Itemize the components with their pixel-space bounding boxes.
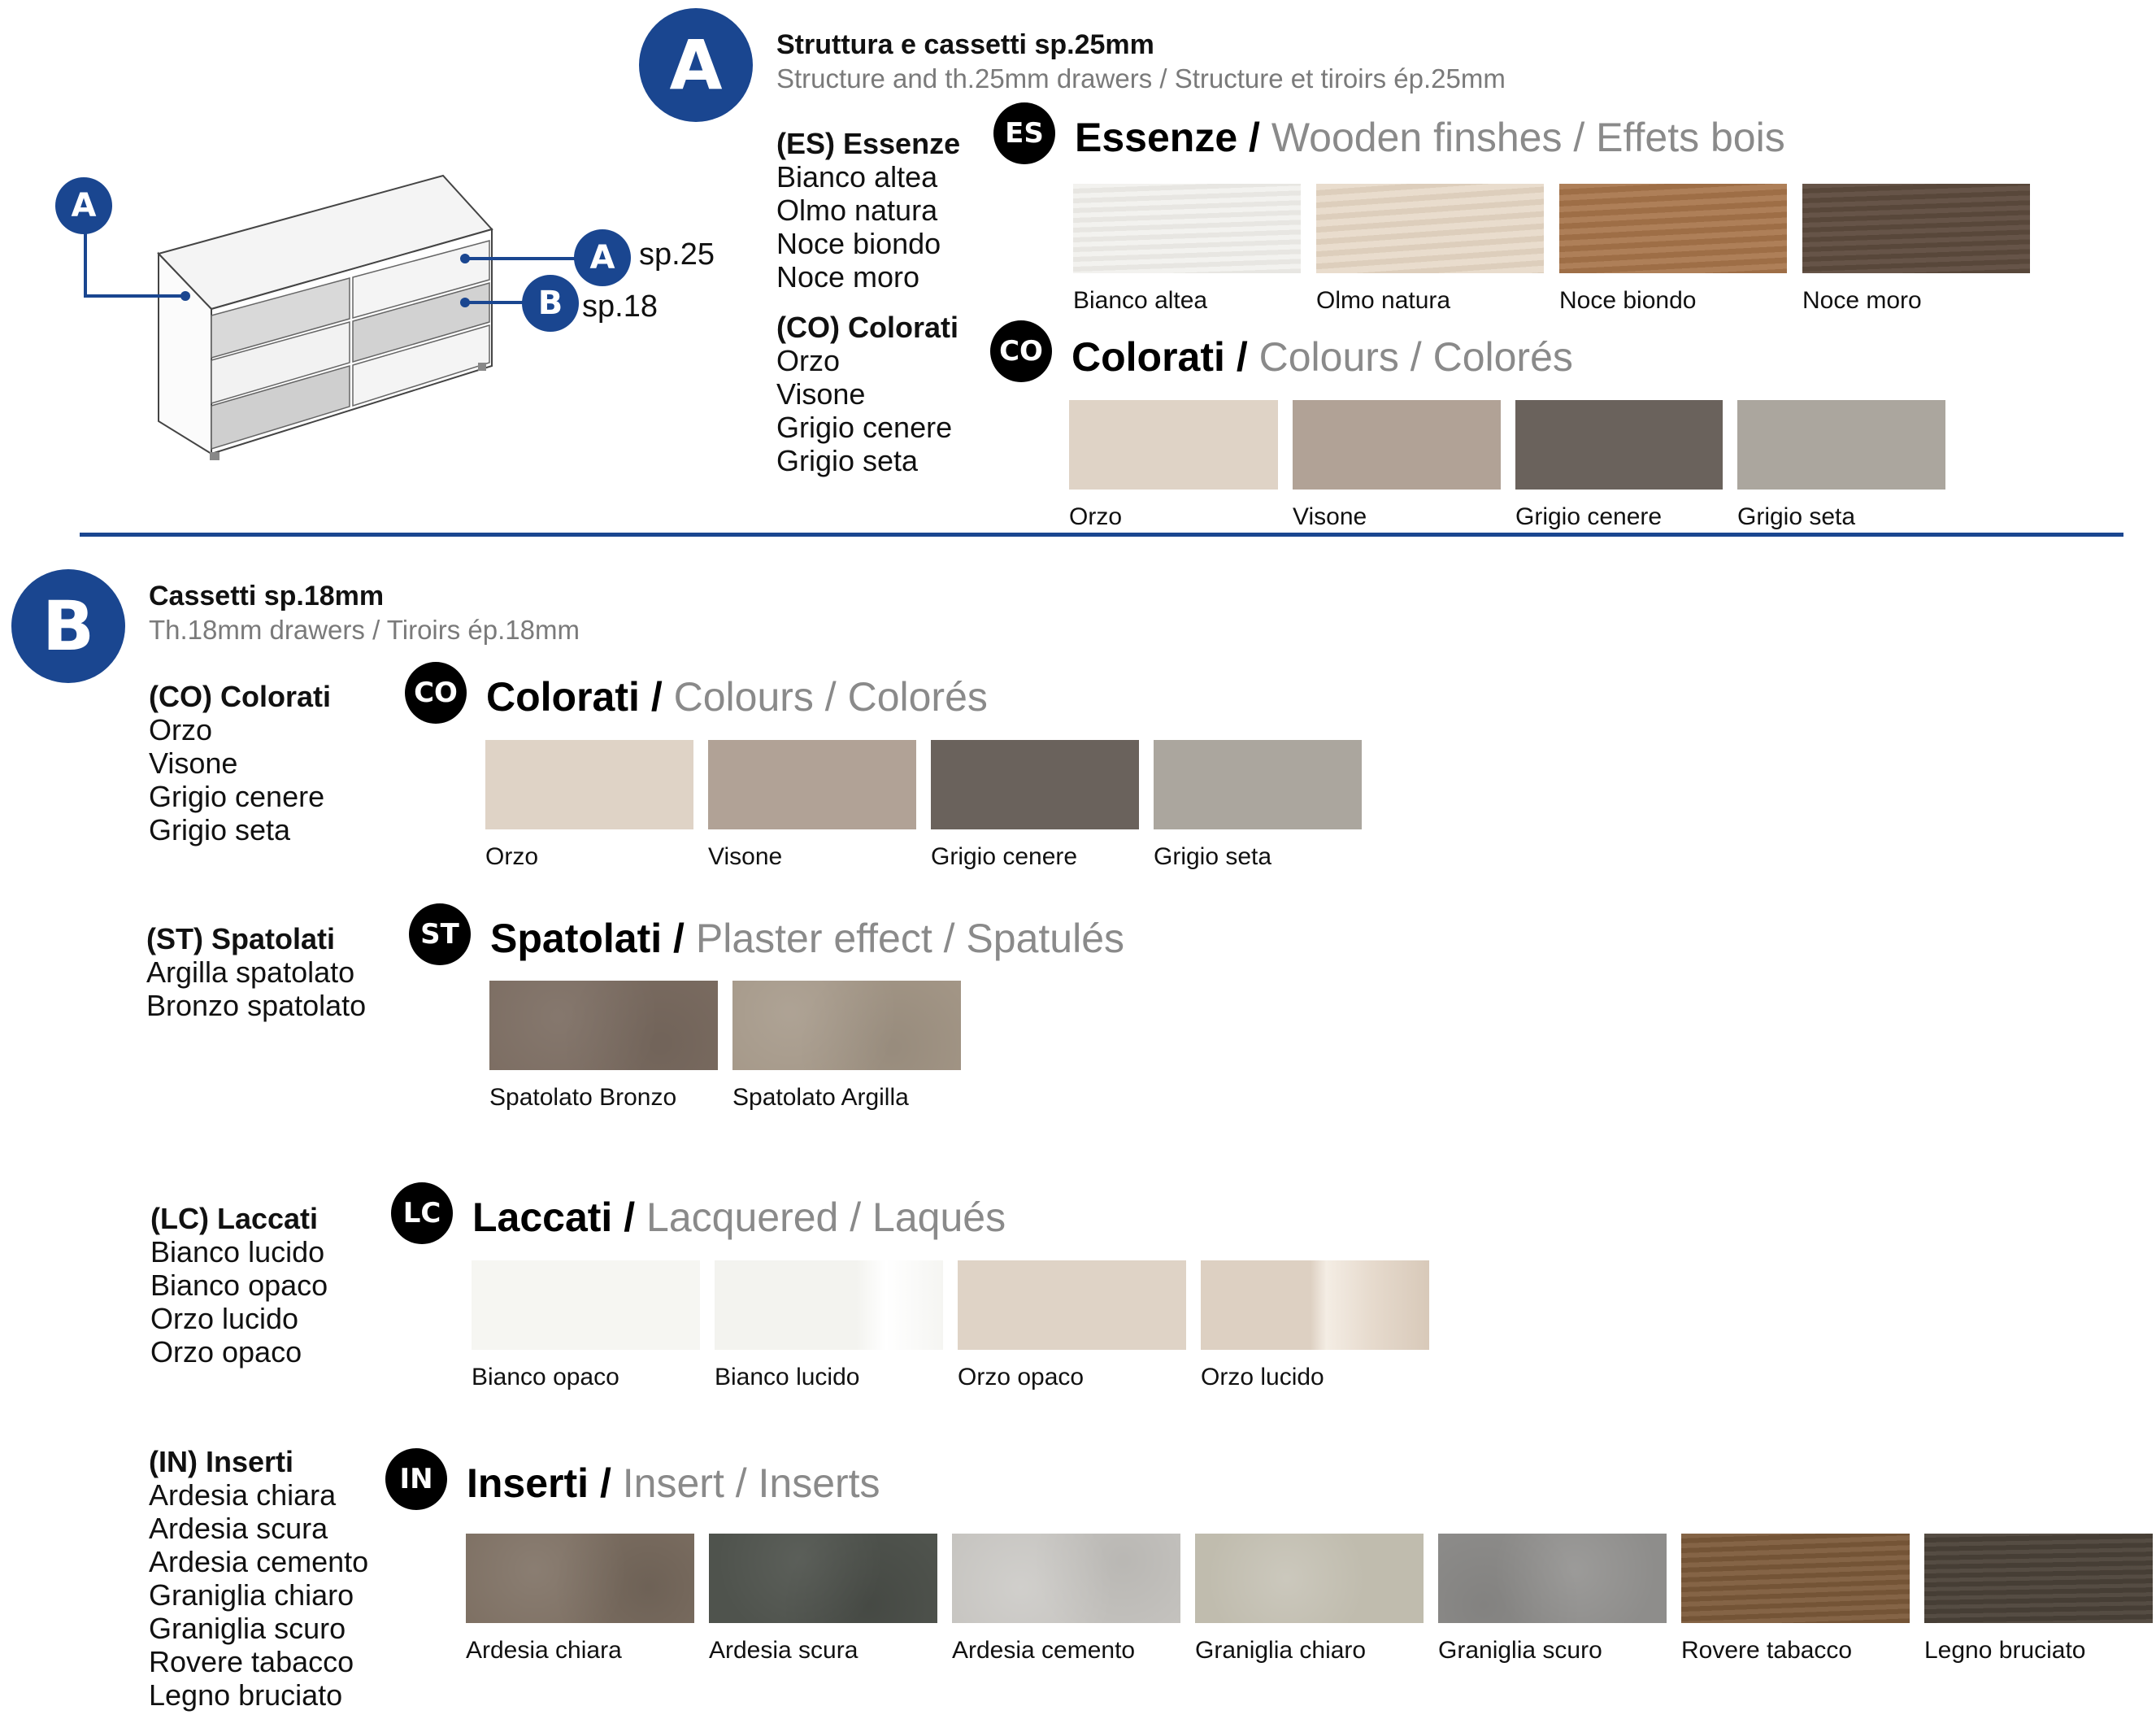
swatch-label: Orzo lucido [1201,1364,1324,1390]
diagram-badge-a-left: A [55,177,112,234]
section-b-subtitle: Th.18mm drawers / Tiroirs ép.18mm [149,615,580,645]
section-b-list-in [149,1445,368,1712]
list-item: Grigio cenere [149,780,325,813]
swatch-label: Spatolato Bronzo [489,1084,677,1111]
code-badge-st: ST [409,903,471,965]
category-slash: / [1236,334,1248,380]
category-slash: / [599,1460,611,1506]
swatch-label: Olmo natura [1316,287,1451,314]
swatch-label: Visone [708,843,783,870]
section-a-badge: A [639,8,753,122]
list-item: Graniglia chiaro [149,1578,354,1612]
swatch-label: Bianco lucido [715,1364,860,1390]
swatch-label: Grigio cenere [931,843,1078,870]
diagram-spec-b: sp.18 [582,289,658,324]
list-item: Bianco lucido [150,1235,325,1269]
swatch-label: Bianco altea [1073,287,1208,314]
list-item: Noce biondo [776,227,941,260]
swatch-label: Ardesia chiara [466,1637,622,1664]
swatch-graniglia-scuro[interactable] [1438,1534,1667,1623]
list-header: (LC) Laccati [150,1202,319,1235]
category-slash: / [1249,115,1260,160]
category-heading-essenze [1075,114,1785,161]
swatch-label: Visone [1293,503,1367,530]
swatch-label: Noce moro [1802,287,1922,314]
list-header: (CO) Colorati [149,680,331,713]
swatch-olmo-natura[interactable] [1316,184,1544,273]
list-header: (ES) Essenze [776,127,961,160]
section-b-badge: B [11,569,125,683]
category-slash: / [650,674,663,720]
section-b-title: Cassetti sp.18mm [149,581,385,611]
swatch-label: Ardesia scura [709,1637,858,1664]
list-item: Grigio seta [149,813,291,846]
list-item: Argilla spatolato [146,955,355,989]
code-badge-in: IN [385,1448,447,1510]
list-item: Orzo [149,713,213,746]
category-translation: Lacquered / Laqués [646,1195,1006,1240]
section-a-title: Struttura e cassetti sp.25mm [776,29,1154,60]
swatch-bianco-lucido[interactable] [715,1260,943,1350]
code-badge-co: CO [405,662,467,724]
swatch-ardesia-scura[interactable] [709,1534,937,1623]
list-item: Ardesia cemento [149,1545,369,1578]
swatch-spatolato-bronzo[interactable] [489,981,718,1070]
category-name: Essenze [1075,115,1238,160]
swatch-label: Bianco opaco [472,1364,619,1390]
swatch-bianco-opaco[interactable] [472,1260,700,1350]
swatch-legno-bruciato[interactable] [1924,1534,2153,1623]
swatch-label: Orzo opaco [958,1364,1085,1390]
category-heading-inserti [467,1460,880,1507]
swatch-orzo-opaco[interactable] [958,1260,1186,1350]
section-divider [80,533,2123,537]
category-name: Spatolati [490,916,663,961]
list-item: Grigio seta [776,444,919,477]
list-item: Bianco altea [776,160,938,194]
swatch-ardesia-chiara[interactable] [466,1534,694,1623]
category-name: Colorati [486,674,640,720]
swatch-label: Orzo [1069,503,1123,530]
swatch-spatolato-argilla[interactable] [732,981,961,1070]
list-header: (IN) Inserti [149,1445,294,1478]
list-item: Bronzo spatolato [146,989,367,1022]
list-item: Bianco opaco [150,1269,328,1302]
section-b-list-lc [150,1202,328,1369]
list-item: Ardesia scura [149,1512,328,1545]
list-item: Orzo [776,344,841,377]
list-item: Noce moro [776,260,920,294]
list-item: Graniglia scuro [149,1612,346,1645]
swatch-label: Spatolato Argilla [732,1084,909,1111]
swatch-label: Ardesia cemento [952,1637,1136,1664]
swatch-noce-biondo[interactable] [1559,184,1787,273]
swatch-grigio-cenere[interactable] [1515,400,1723,490]
category-translation: Wooden finshes / Effets bois [1271,115,1785,160]
swatch-label: Noce biondo [1559,287,1697,314]
swatch-grigio-cenere[interactable] [931,740,1139,829]
list-item: Visone [149,746,238,780]
swatch-noce-moro[interactable] [1802,184,2030,273]
section-b-list-st [146,922,366,1022]
diagram-badge-b-right: B [522,275,579,332]
list-item: Legno bruciato [149,1678,343,1712]
section-b-list-co [149,680,331,846]
diagram-spec-a: sp.25 [639,237,715,272]
swatch-ardesia-cemento[interactable] [952,1534,1180,1623]
section-a-list-es [776,127,960,294]
category-translation: Plaster effect / Spatulés [695,916,1125,961]
swatch-label: Grigio cenere [1515,503,1663,530]
swatch-label: Graniglia scuro [1438,1637,1602,1664]
list-item: Ardesia chiara [149,1478,337,1512]
swatch-bianco-altea[interactable] [1073,184,1301,273]
category-translation: Insert / Inserts [622,1460,880,1506]
category-heading-colorati [1071,333,1573,381]
category-slash: / [673,916,685,961]
swatch-visone[interactable] [1293,400,1501,490]
swatch-label: Graniglia chiaro [1195,1637,1367,1664]
code-badge-co: CO [990,320,1052,382]
swatch-label: Legno bruciato [1924,1637,2086,1664]
swatch-orzo[interactable] [1069,400,1278,490]
category-heading-laccati [472,1194,1006,1241]
swatch-visone[interactable] [708,740,916,829]
swatch-label: Rovere tabacco [1681,1637,1853,1664]
list-item: Orzo opaco [150,1335,302,1369]
list-header: (CO) Colorati [776,311,958,344]
code-badge-lc: LC [391,1182,453,1244]
category-name: Colorati [1071,334,1225,380]
swatch-orzo[interactable] [485,740,693,829]
swatch-rovere-tabacco[interactable] [1681,1534,1910,1623]
code-badge-es: ES [993,102,1055,164]
list-item: Grigio cenere [776,411,953,444]
swatch-orzo-lucido[interactable] [1201,1260,1429,1350]
list-item: Rovere tabacco [149,1645,354,1678]
category-heading-spatolati [490,915,1124,962]
swatch-grigio-seta[interactable] [1737,400,1945,490]
category-heading-colorati [486,673,988,720]
category-slash: / [624,1195,636,1240]
category-name: Laccati [472,1195,613,1240]
diagram-badge-a-right: A [574,229,631,286]
category-translation: Colours / Colorés [673,674,988,720]
list-item: Visone [776,377,866,411]
section-a-subtitle: Structure and th.25mm drawers / Structure et tiroirs ép.25mm [776,63,1506,94]
swatch-grigio-seta[interactable] [1154,740,1362,829]
list-header: (ST) Spatolati [146,922,335,955]
category-translation: Colours / Colorés [1258,334,1573,380]
swatch-label: Grigio seta [1737,503,1856,530]
category-name: Inserti [467,1460,589,1506]
swatch-graniglia-chiaro[interactable] [1195,1534,1424,1623]
swatch-label: Orzo [485,843,539,870]
list-item: Olmo natura [776,194,938,227]
list-item: Orzo lucido [150,1302,299,1335]
swatch-label: Grigio seta [1154,843,1272,870]
section-a-list-co [776,311,958,477]
